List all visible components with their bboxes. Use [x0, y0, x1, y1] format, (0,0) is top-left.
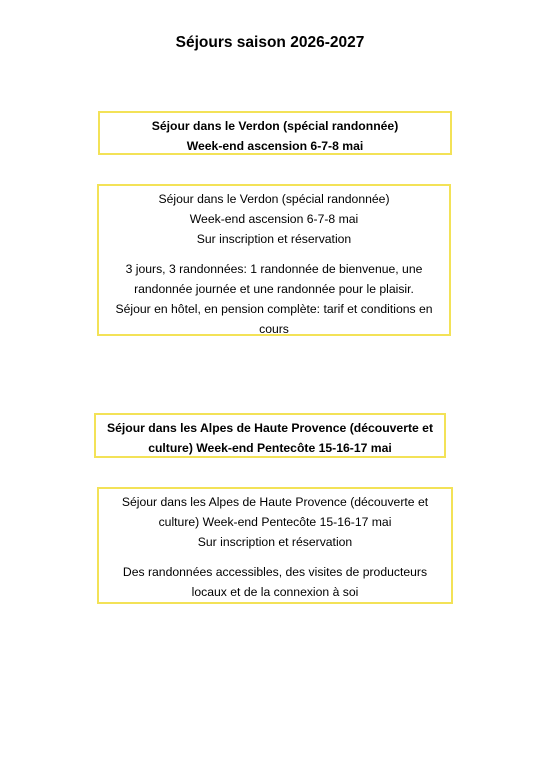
verdon-details-title: Séjour dans le Verdon (spécial randonnée) — [158, 192, 390, 206]
page-title: Séjours saison 2026-2027 — [175, 34, 365, 51]
verdon-details-dates: Week-end ascension 6-7-8 mai — [189, 212, 359, 226]
alpes-heading-title: Séjour dans les Alpes de Haute Provence (découverte et culture) Week-end Pentecôte 15-16-17 mai — [106, 421, 433, 455]
verdon-details-program: 3 jours, 3 randonnées: 1 randonnée de bienvenue, une randonnée journée et une randonnée pour le plaisir. — [125, 262, 423, 296]
spacer — [111, 552, 439, 562]
verdon-heading-title: Séjour dans le Verdon (spécial randonnée) — [151, 119, 399, 133]
verdon-heading-box — [98, 111, 452, 155]
alpes-details-box — [97, 487, 453, 604]
verdon-heading-dates: Week-end ascension 6-7-8 mai — [186, 139, 364, 153]
verdon-details-box — [97, 184, 451, 336]
alpes-details-description: Des randonnées accessibles, des visites de producteurs locaux et de la connexion à soi — [122, 565, 428, 599]
verdon-details-accommodation: Séjour en hôtel, en pension complète: tarif et conditions en cours — [115, 302, 433, 336]
alpes-details-title: Séjour dans les Alpes de Haute Provence (découverte et culture) Week-end Pentecôte 15-16-17 mai — [121, 495, 429, 529]
spacer — [103, 249, 445, 259]
alpes-heading-box — [94, 413, 446, 458]
verdon-details-registration: Sur inscription et réservation — [196, 232, 352, 246]
alpes-details-registration: Sur inscription et réservation — [197, 535, 353, 549]
